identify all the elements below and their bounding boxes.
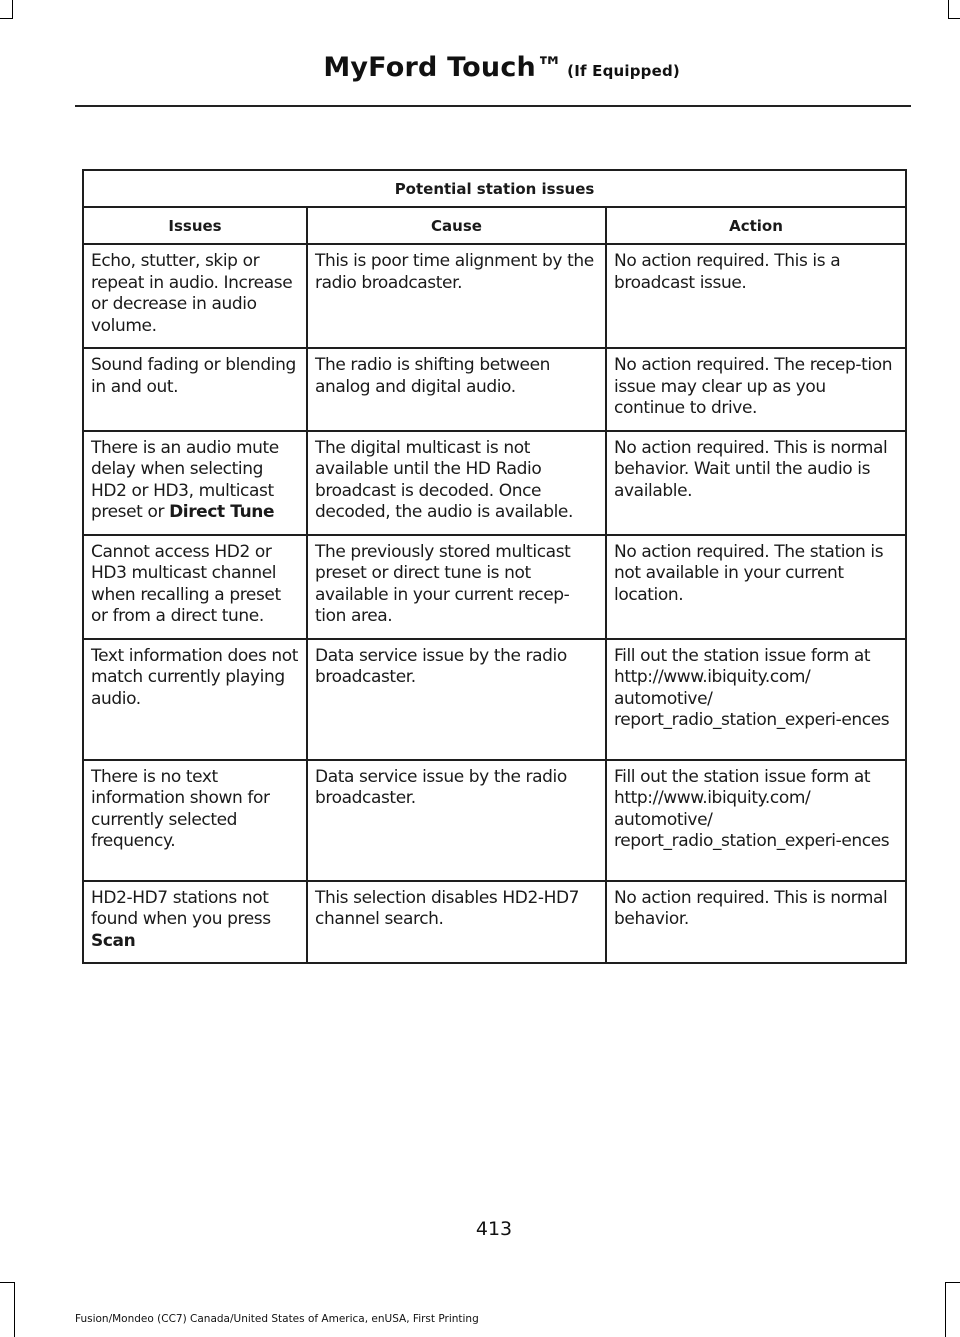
station-issues-table xyxy=(82,169,907,964)
table-row xyxy=(83,244,906,348)
action-cell: Fill out the station issue form at http://www.ibiquity.com/ automotive/ report_radio_station_experi-ences xyxy=(606,760,906,881)
action-cell: No action required. The recep-tion issue may clear up as you continue to drive. xyxy=(606,348,906,431)
crop-mark xyxy=(945,1282,960,1283)
cause-cell: This selection disables HD2-HD7 channel search. xyxy=(307,881,606,964)
table-row xyxy=(83,760,906,881)
cause-cell: The digital multicast is not available until the HD Radio broadcast is decoded. Once decoded, the audio is available. xyxy=(307,431,606,535)
cause-cell: The radio is shifting between analog and digital audio. xyxy=(307,348,606,431)
action-cell: No action required. This is normal behavior. Wait until the audio is available. xyxy=(606,431,906,535)
crop-mark xyxy=(14,1282,15,1337)
cause-cell: The previously stored multicast preset or direct tune is not available in your current recep-tion area. xyxy=(307,535,606,639)
column-header-cause: Cause xyxy=(307,207,606,244)
issue-cell: Cannot access HD2 or HD3 multicast channel when recalling a preset or from a direct tune. xyxy=(83,535,307,639)
action-cell: No action required. The station is not available in your current location. xyxy=(606,535,906,639)
issue-cell xyxy=(83,881,307,964)
issue-text: There is an audio mute delay when selecting HD2 or HD3, multicast preset or xyxy=(91,437,279,522)
table-row xyxy=(83,881,906,964)
crop-mark xyxy=(0,1282,15,1283)
column-header-action: Action xyxy=(606,207,906,244)
crop-mark xyxy=(12,0,13,19)
crop-mark xyxy=(948,18,960,19)
issue-text: HD2-HD7 stations not found when you press xyxy=(91,887,271,929)
action-cell: No action required. This is a broadcast issue. xyxy=(606,244,906,348)
page-header xyxy=(323,52,680,83)
table-row xyxy=(83,348,906,431)
cause-cell: Data service issue by the radio broadcaster. xyxy=(307,639,606,760)
issue-cell: Echo, stutter, skip or repeat in audio. Increase or decrease in audio volume. xyxy=(83,244,307,348)
crop-mark xyxy=(0,18,12,19)
table-row xyxy=(83,639,906,760)
header-title: MyFord Touch™ xyxy=(323,52,564,83)
issue-cell: Sound fading or blending in and out. xyxy=(83,348,307,431)
header-rule xyxy=(75,105,911,107)
crop-mark xyxy=(945,1282,946,1337)
issue-cell: Text information does not match currently playing audio. xyxy=(83,639,307,760)
cause-cell: This is poor time alignment by the radio broadcaster. xyxy=(307,244,606,348)
crop-mark xyxy=(948,0,949,19)
footer-text: Fusion/Mondeo (CC7) Canada/United States of America, enUSA, First Printing xyxy=(75,1313,479,1325)
issue-cell: There is no text information shown for currently selected frequency. xyxy=(83,760,307,881)
table-row xyxy=(83,535,906,639)
table-caption: Potential station issues xyxy=(83,170,906,207)
action-cell: Fill out the station issue form at http://www.ibiquity.com/ automotive/ report_radio_station_experi-ences xyxy=(606,639,906,760)
cause-cell: Data service issue by the radio broadcaster. xyxy=(307,760,606,881)
issue-cell xyxy=(83,431,307,535)
header-subtitle: (If Equipped) xyxy=(567,62,680,80)
action-cell: No action required. This is normal behavior. xyxy=(606,881,906,964)
page-number: 413 xyxy=(475,1218,513,1240)
scan-label: Scan xyxy=(91,930,136,951)
direct-tune-label: Direct Tune xyxy=(169,502,275,522)
column-header-issues: Issues xyxy=(83,207,307,244)
table-row xyxy=(83,431,906,535)
